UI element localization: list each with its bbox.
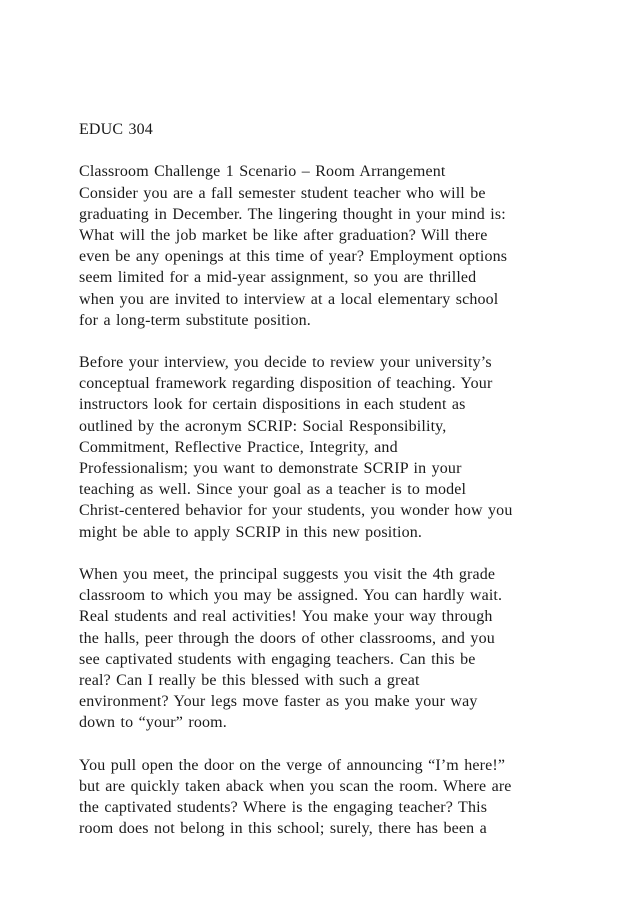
paragraph-3 bbox=[79, 564, 579, 734]
text-line: room does not belong in this school; surely, there has been a bbox=[79, 820, 487, 838]
text-line: Real students and real activities! You make your way through bbox=[79, 608, 493, 626]
text-line: for a long-term substitute position. bbox=[79, 311, 311, 329]
paragraph-gap bbox=[79, 543, 579, 564]
document-body bbox=[79, 119, 579, 839]
paragraph-gap bbox=[79, 733, 579, 754]
paragraph-2 bbox=[79, 352, 579, 543]
text-line: instructors look for certain dispositions in each student as bbox=[79, 396, 466, 414]
text-line: even be any openings at this time of year? Employment options bbox=[79, 248, 508, 266]
text-line: graduating in December. The lingering thought in your mind is: bbox=[79, 205, 506, 223]
paragraph-1 bbox=[79, 161, 579, 331]
text-line: outlined by the acronym SCRIP: Social Responsibility, bbox=[79, 417, 447, 435]
text-line: Christ-centered behavior for your students, you wonder how you bbox=[79, 502, 513, 520]
paragraph-gap bbox=[79, 140, 579, 161]
text-line: What will the job market be like after graduation? Will there bbox=[79, 226, 488, 244]
text-line: seem limited for a mid-year assignment, so you are thrilled bbox=[79, 269, 477, 287]
text-line: see captivated students with engaging teachers. Can this be bbox=[79, 650, 476, 668]
text-line: teaching as well. Since your goal as a teacher is to model bbox=[79, 481, 467, 499]
text-line: the captivated students? Where is the engaging teacher? This bbox=[79, 799, 488, 816]
text-line: the halls, peer through the doors of other classrooms, and you bbox=[79, 629, 495, 647]
paragraph-4 bbox=[79, 755, 579, 840]
paragraph-gap bbox=[79, 331, 579, 352]
text-line: When you meet, the principal suggests you visit the 4th grade bbox=[79, 565, 496, 583]
text-line: Professionalism; you want to demonstrate SCRIP in your bbox=[79, 460, 462, 477]
text-line: Commitment, Reflective Practice, Integrity, and bbox=[79, 438, 398, 456]
text-line: real? Can I really be this blessed with such a great bbox=[79, 671, 420, 689]
text-line: but are quickly taken aback when you scan the room. Where are bbox=[79, 777, 512, 795]
text-line: Consider you are a fall semester student teacher who will be bbox=[79, 184, 486, 202]
text-line: conceptual framework regarding disposition of teaching. Your bbox=[79, 375, 493, 393]
text-line: Before your interview, you decide to review your university’s bbox=[79, 354, 492, 372]
text-line: You pull open the door on the verge of announcing “I’m here!” bbox=[79, 756, 506, 774]
text-line: environment? Your legs move faster as you make your way bbox=[79, 693, 478, 711]
text-line: Classroom Challenge 1 Scenario – Room Arrangement bbox=[79, 163, 446, 181]
course-code: EDUC 304 bbox=[79, 121, 153, 138]
text-line: when you are invited to interview at a local elementary school bbox=[79, 290, 499, 308]
text-line: down to “your” room. bbox=[79, 714, 227, 732]
text-line: classroom to which you may be assigned. You can hardly wait. bbox=[79, 587, 503, 605]
text-line: might be able to apply SCRIP in this new position. bbox=[79, 523, 423, 541]
